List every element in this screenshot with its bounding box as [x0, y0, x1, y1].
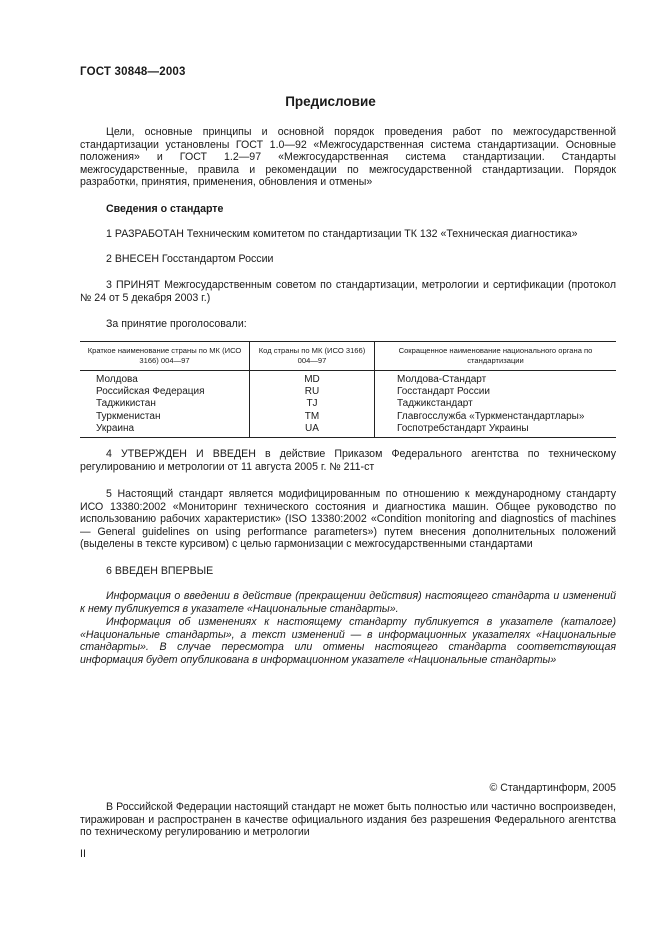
info-paragraph-1: Информация о введении в действие (прекращении действия) настоящего стандарта и изменений к нему публикуется в указателе «Национальные стандарты». [80, 590, 616, 615]
table-cell-body: Молдова-Стандарт [375, 371, 617, 387]
item-4: 4 УТВЕРЖДЕН И ВВЕДЕН в действие Приказом Федерального агентства по техническому регулированию и метрологии от 11 августа 2005 г. № 211-ст [80, 448, 616, 473]
table-cell-code: MD [250, 371, 375, 387]
table-cell-country: Молдова [96, 374, 138, 385]
document-id: ГОСТ 30848—2003 [80, 66, 186, 78]
table-cell-body: Главгосслужба «Туркменстандартлары» [375, 411, 617, 423]
item-5: 5 Настоящий стандарт является модифицированным по отношению к международному стандарту ИСО 13380:2002 «Мониторинг технического состояния и диагностика машин. Общее руководство по использованию рабочих характеристик» (ISO 13380:2002 «Condition monitoring and diagnostics of machines — General guidelines on using performance parameters») путем внесения дополнительных положений (выделены в тексте курсивом) с целью гармонизации с межгосударственными стандартами [80, 488, 616, 551]
copyright-notice: © Стандартинформ, 2005 [489, 782, 616, 794]
page-number: II [80, 848, 86, 860]
vote-intro: За принятие проголосовали: [106, 318, 247, 330]
table-cell-country: Таджикистан [96, 398, 156, 410]
table-cell-country: Туркменистан [96, 410, 161, 422]
table-header-country: Краткое наименование страны по МК (ИСО 3166) 004—97 [80, 342, 250, 371]
page-title: Предисловие [285, 94, 376, 109]
table-row [80, 398, 616, 410]
table-header-code: Код страны по МК (ИСО 3166) 004—97 [250, 342, 375, 371]
table-cell-country: Российская Федерация [96, 386, 205, 398]
table-cell-code: TJ [250, 398, 375, 410]
table-cell-code: RU [250, 386, 375, 398]
table-cell-code: UA [250, 423, 375, 438]
item-1: 1 РАЗРАБОТАН Техническим комитетом по стандартизации ТК 132 «Техническая диагностика» [106, 228, 578, 240]
table-cell-body: Госстандарт России [375, 386, 617, 398]
table-row [80, 411, 616, 423]
table-cell-body: Таджикстандарт [375, 398, 617, 410]
table-row [80, 423, 616, 438]
section-heading: Сведения о стандарте [106, 203, 224, 215]
table-header-body: Сокращенное наименование национального органа по стандартизации [375, 342, 617, 371]
table-row [80, 371, 616, 387]
voting-table [80, 341, 616, 438]
table-cell-code: TM [250, 411, 375, 423]
item-2: 2 ВНЕСЕН Госстандартом России [106, 253, 274, 265]
table-row [80, 386, 616, 398]
item-3: 3 ПРИНЯТ Межгосударственным советом по стандартизации, метрологии и сертификации (протокол № 24 от 5 декабря 2003 г.) [80, 279, 616, 304]
info-paragraph-2: Информация об изменениях к настоящему стандарту публикуется в указателе (каталоге) «Национальные стандарты», а текст изменений — в информационных указателях «Национальные стандарты». В случае пересмотра или отмены настоящего стандарта соответствующая информация будет опубликована в информационном указателе «Национальные стандарты» [80, 616, 616, 666]
table-cell-body: Госпотребстандарт Украины [375, 423, 617, 438]
table-header-row [80, 342, 616, 371]
legal-notice: В Российской Федерации настоящий стандарт не может быть полностью или частично воспроизведен, тиражирован и распространен в качестве официального издания без разрешения Федерального агентства по техническому регулированию и метрологии [80, 801, 616, 839]
intro-paragraph: Цели, основные принципы и основной порядок проведения работ по межгосударственной стандартизации установлены ГОСТ 1.0—92 «Межгосударственная система стандартизации. Основные положения» и ГОСТ 1.2—97 «Межгосударственная система стандартизации. Стандарты межгосударственные, правила и рекомендации по межгосударственной стандартизации. Порядок разработки, принятия, применения, обновления и отмены» [80, 126, 616, 189]
table-cell-country: Украина [80, 423, 250, 438]
item-6: 6 ВВЕДЕН ВПЕРВЫЕ [106, 565, 214, 577]
